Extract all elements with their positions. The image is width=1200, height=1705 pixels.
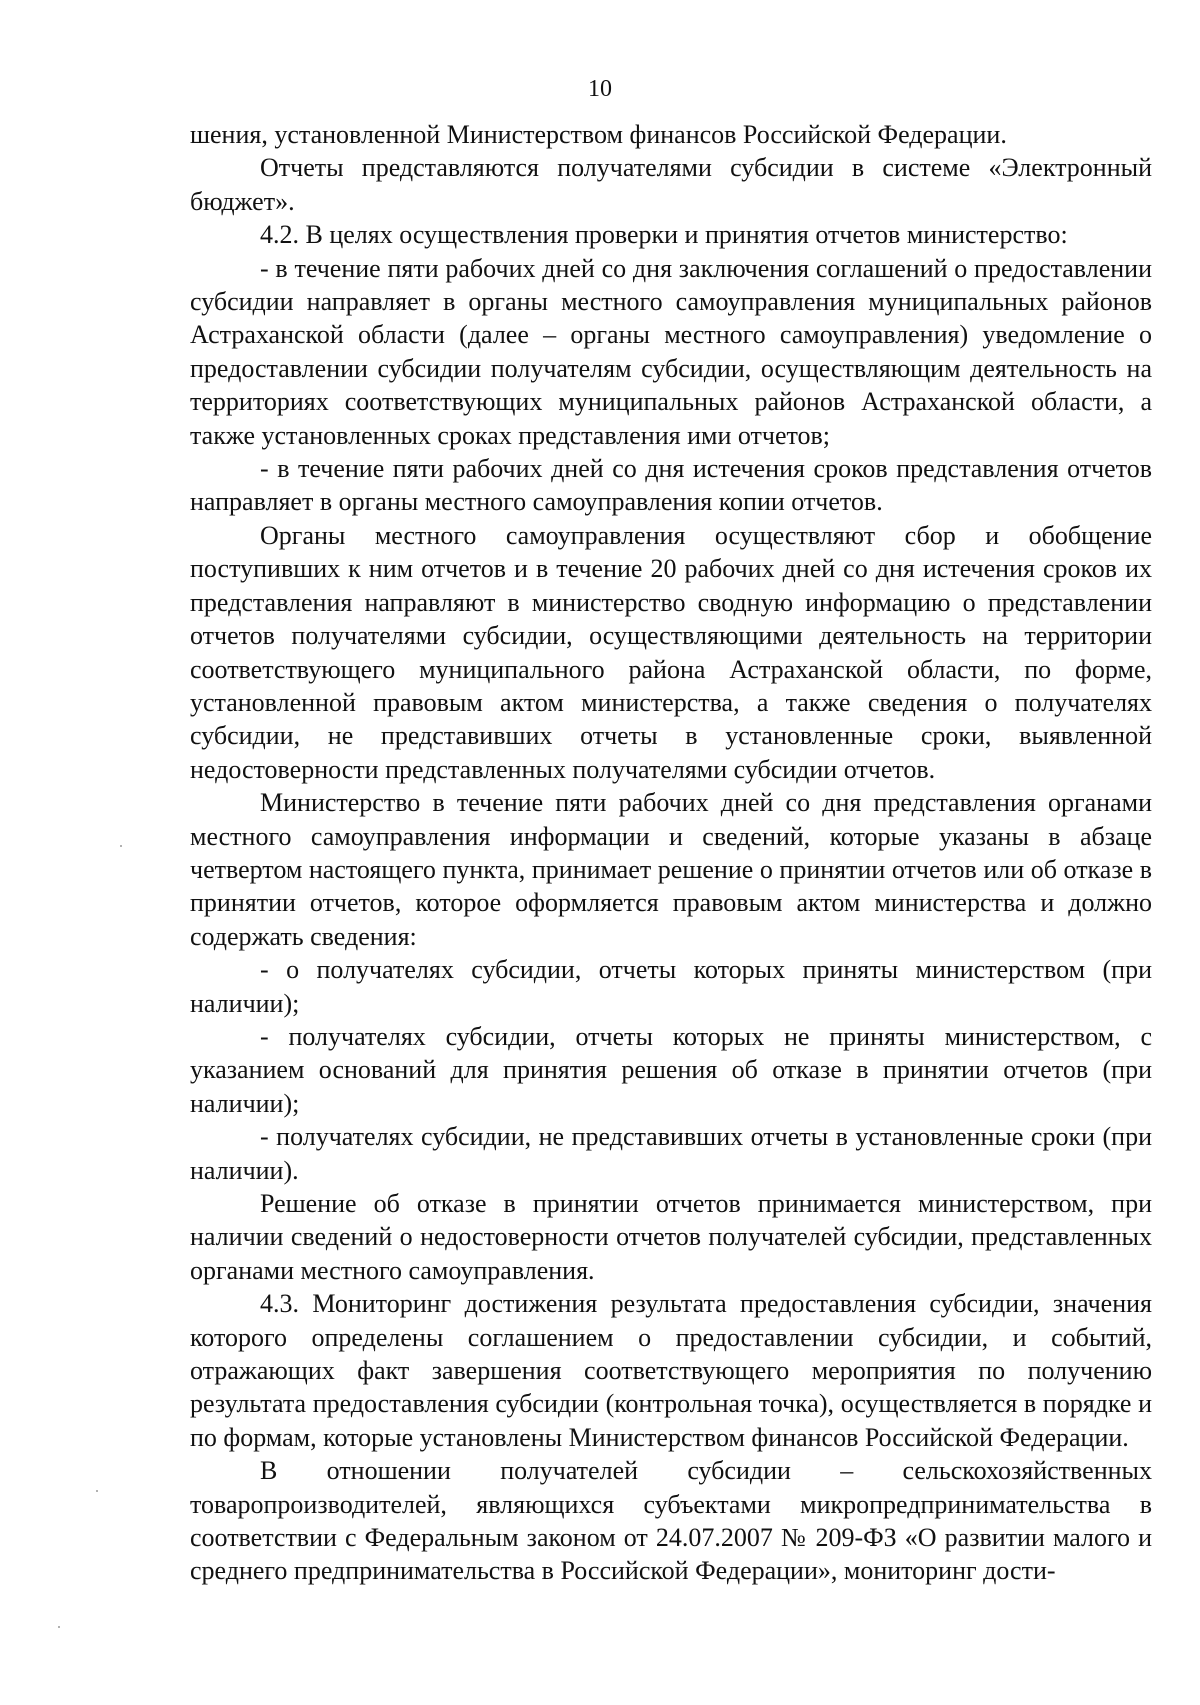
- paragraph-reports-electronic-budget: Отчеты представляются получателями субсидии в системе «Электронный бюджет».: [190, 153, 1152, 216]
- paragraph-ministry-decision: Министерство в течение пяти рабочих дней со дня представления органами местного самоуправления информации и сведений, которые указаны в абзаце четвертом настоящего пункта, принимает решение о принятии отчетов или об отказе в принятии отчетов, которое оформляется правовым актом министерства и должно содержать сведения:: [190, 788, 1152, 951]
- list-item-not-accepted: - получателях субсидии, отчеты которых не приняты министерством, с указанием оснований для принятия решения об отказе в принятии отчетов (при наличии);: [190, 1021, 1152, 1118]
- list-item-notification: - в течение пяти рабочих дней со дня заключения соглашений о предоставлении субсидии направляет в органы местного самоуправления муниципальных районов Астраханской области (далее – органы местного самоуправления) уведомление о предоставлении субсидии получателям субсидии, осуществляющим деятельность на территориях соответствующих муниципальных районов Астраханской области, а также установленных сроках представления ими отчетов;: [190, 253, 1152, 450]
- document-body: [190, 118, 1152, 1588]
- paragraph-continuation: шения, установленной Министерством финансов Российской Федерации.: [190, 120, 1007, 149]
- paragraph-refusal-decision: Решение об отказе в принятии отчетов принимается министерством, при наличии сведений о недостоверности отчетов получателей субсидии, представленных органами местного самоуправления.: [190, 1189, 1152, 1285]
- list-item-not-submitted: - получателях субсидии, не представивших отчеты в установленные сроки (при наличии).: [190, 1122, 1152, 1185]
- scan-speck: [120, 845, 122, 847]
- list-item-accepted: - о получателях субсидии, отчеты которых приняты министерством (при наличии);: [190, 955, 1152, 1018]
- scan-speck: [58, 1626, 60, 1628]
- paragraph-section-4-3: 4.3. Мониторинг достижения результата предоставления субсидии, значения которого определены соглашением о предоставлении субсидии, и событий, отражающих факт завершения соответствующего мероприятия по получению результата предоставления субсидии (контрольная точка), осуществляется в порядке и по формам, которые установлены Министерством финансов Российской Федерации.: [190, 1289, 1152, 1452]
- page-number: 10: [588, 76, 612, 102]
- list-item-report-copies: - в течение пяти рабочих дней со дня истечения сроков представления отчетов направляет в органы местного самоуправления копии отчетов.: [190, 454, 1152, 517]
- paragraph-section-4-2: 4.2. В целях осуществления проверки и принятия отчетов министерство:: [260, 220, 1068, 250]
- paragraph-local-authorities: Органы местного самоуправления осуществляют сбор и обобщение поступивших к ним отчетов и в течение 20 рабочих дней со дня истечения сроков их представления направляют в министерство сводную информацию о представлении отчетов получателями субсидии, осуществляющими деятельность на территории соответствующего муниципального района Астраханской области, по форме, установленной правовым актом министерства, а также сведения о получателях субсидии, не представивших отчеты в установленные сроки, выявленной недостоверности представленных получателями субсидии отчетов.: [190, 520, 1152, 784]
- paragraph-micro-enterprises: В отношении получателей субсидии – сельскохозяйственных товаропроизводителей, являющихся субъектами микропредпринимательства в соответствии с Федеральным законом от 24.07.2007 № 209-ФЗ «О развитии малого и среднего предпринимательства в Российской Федерации», мониторинг дости-: [190, 1456, 1152, 1586]
- scan-speck: [96, 1490, 98, 1492]
